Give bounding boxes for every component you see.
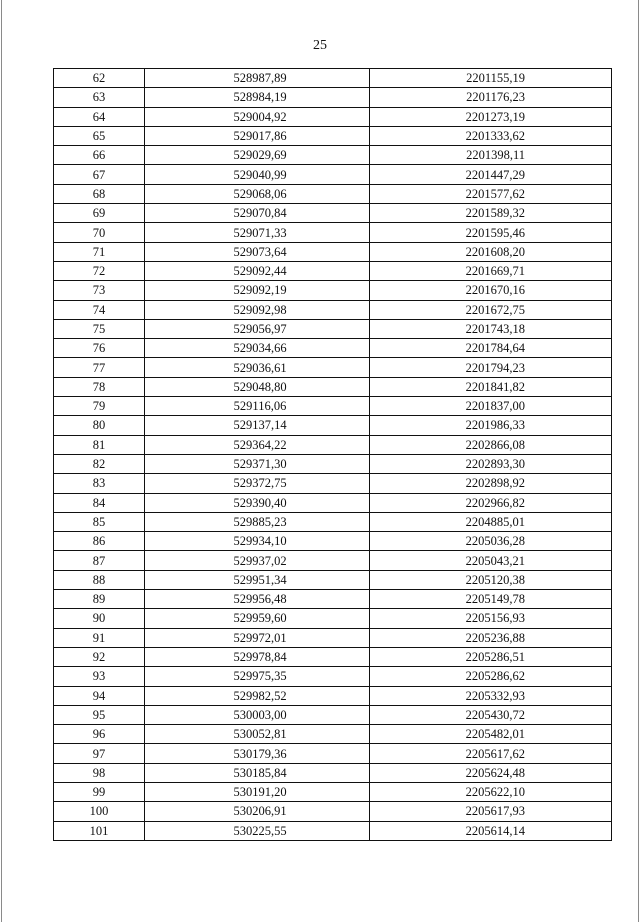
table-row	[54, 281, 612, 300]
point-number-cell: 78	[54, 377, 145, 396]
table-row	[54, 628, 612, 647]
point-number-cell: 81	[54, 435, 145, 454]
table-row	[54, 474, 612, 493]
x-coordinate-cell: 529885,23	[145, 512, 370, 531]
x-coordinate-cell: 529956,48	[145, 590, 370, 609]
point-number-cell: 83	[54, 474, 145, 493]
table-row	[54, 377, 612, 396]
point-number-cell: 72	[54, 261, 145, 280]
x-coordinate-cell: 529116,06	[145, 397, 370, 416]
x-coordinate-cell: 530191,20	[145, 782, 370, 801]
y-coordinate-cell: 2205286,62	[370, 667, 612, 686]
point-number-cell: 74	[54, 300, 145, 319]
point-number-cell: 101	[54, 821, 145, 840]
x-coordinate-cell: 529029,69	[145, 146, 370, 165]
point-number-cell: 94	[54, 686, 145, 705]
y-coordinate-cell: 2201986,33	[370, 416, 612, 435]
x-coordinate-cell: 528984,19	[145, 88, 370, 107]
table-row	[54, 667, 612, 686]
y-coordinate-cell: 2205149,78	[370, 590, 612, 609]
x-coordinate-cell: 530179,36	[145, 744, 370, 763]
table-row	[54, 782, 612, 801]
point-number-cell: 93	[54, 667, 145, 686]
y-coordinate-cell: 2201784,64	[370, 339, 612, 358]
x-coordinate-cell: 529034,66	[145, 339, 370, 358]
point-number-cell: 95	[54, 705, 145, 724]
x-coordinate-cell: 529982,52	[145, 686, 370, 705]
point-number-cell: 98	[54, 763, 145, 782]
point-number-cell: 79	[54, 397, 145, 416]
x-coordinate-cell: 529978,84	[145, 647, 370, 666]
table-row	[54, 686, 612, 705]
x-coordinate-cell: 529036,61	[145, 358, 370, 377]
table-row	[54, 300, 612, 319]
y-coordinate-cell: 2202966,82	[370, 493, 612, 512]
y-coordinate-cell: 2205120,38	[370, 570, 612, 589]
x-coordinate-cell: 530206,91	[145, 802, 370, 821]
x-coordinate-cell: 529390,40	[145, 493, 370, 512]
x-coordinate-cell: 529934,10	[145, 532, 370, 551]
y-coordinate-cell: 2205043,21	[370, 551, 612, 570]
table-row	[54, 339, 612, 358]
table-row	[54, 204, 612, 223]
y-coordinate-cell: 2205036,28	[370, 532, 612, 551]
y-coordinate-cell: 2201577,62	[370, 184, 612, 203]
table-row	[54, 397, 612, 416]
table-row	[54, 493, 612, 512]
table-row	[54, 454, 612, 473]
x-coordinate-cell: 529371,30	[145, 454, 370, 473]
y-coordinate-cell: 2201595,46	[370, 223, 612, 242]
y-coordinate-cell: 2201841,82	[370, 377, 612, 396]
x-coordinate-cell: 529056,97	[145, 319, 370, 338]
y-coordinate-cell: 2202893,30	[370, 454, 612, 473]
y-coordinate-cell: 2205286,51	[370, 647, 612, 666]
x-coordinate-cell: 529092,98	[145, 300, 370, 319]
y-coordinate-cell: 2201589,32	[370, 204, 612, 223]
point-number-cell: 67	[54, 165, 145, 184]
table-row	[54, 184, 612, 203]
point-number-cell: 82	[54, 454, 145, 473]
y-coordinate-cell: 2205482,01	[370, 725, 612, 744]
point-number-cell: 66	[54, 146, 145, 165]
point-number-cell: 97	[54, 744, 145, 763]
coordinates-table-body	[54, 69, 612, 841]
y-coordinate-cell: 2201669,71	[370, 261, 612, 280]
table-row	[54, 551, 612, 570]
x-coordinate-cell: 529959,60	[145, 609, 370, 628]
table-row	[54, 261, 612, 280]
table-row	[54, 725, 612, 744]
point-number-cell: 87	[54, 551, 145, 570]
point-number-cell: 84	[54, 493, 145, 512]
y-coordinate-cell: 2205332,93	[370, 686, 612, 705]
table-row	[54, 126, 612, 145]
y-coordinate-cell: 2201794,23	[370, 358, 612, 377]
x-coordinate-cell: 529951,34	[145, 570, 370, 589]
x-coordinate-cell: 529092,19	[145, 281, 370, 300]
x-coordinate-cell: 530052,81	[145, 725, 370, 744]
point-number-cell: 86	[54, 532, 145, 551]
point-number-cell: 96	[54, 725, 145, 744]
point-number-cell: 92	[54, 647, 145, 666]
point-number-cell: 91	[54, 628, 145, 647]
page-number: 25	[313, 38, 327, 53]
y-coordinate-cell: 2205614,14	[370, 821, 612, 840]
x-coordinate-cell: 529092,44	[145, 261, 370, 280]
point-number-cell: 70	[54, 223, 145, 242]
y-coordinate-cell: 2202898,92	[370, 474, 612, 493]
table-row	[54, 88, 612, 107]
y-coordinate-cell: 2202866,08	[370, 435, 612, 454]
y-coordinate-cell: 2205617,93	[370, 802, 612, 821]
point-number-cell: 90	[54, 609, 145, 628]
table-row	[54, 69, 612, 88]
table-row	[54, 609, 612, 628]
y-coordinate-cell: 2201176,23	[370, 88, 612, 107]
point-number-cell: 76	[54, 339, 145, 358]
point-number-cell: 75	[54, 319, 145, 338]
point-number-cell: 73	[54, 281, 145, 300]
table-row	[54, 590, 612, 609]
point-number-cell: 85	[54, 512, 145, 531]
x-coordinate-cell: 529972,01	[145, 628, 370, 647]
page-edge-left	[1, 0, 2, 922]
x-coordinate-cell: 529004,92	[145, 107, 370, 126]
y-coordinate-cell: 2201398,11	[370, 146, 612, 165]
y-coordinate-cell: 2205617,62	[370, 744, 612, 763]
point-number-cell: 99	[54, 782, 145, 801]
x-coordinate-cell: 529071,33	[145, 223, 370, 242]
table-row	[54, 242, 612, 261]
point-number-cell: 62	[54, 69, 145, 88]
point-number-cell: 65	[54, 126, 145, 145]
y-coordinate-cell: 2201447,29	[370, 165, 612, 184]
x-coordinate-cell: 529364,22	[145, 435, 370, 454]
point-number-cell: 80	[54, 416, 145, 435]
y-coordinate-cell: 2201670,16	[370, 281, 612, 300]
point-number-cell: 71	[54, 242, 145, 261]
y-coordinate-cell: 2201672,75	[370, 300, 612, 319]
y-coordinate-cell: 2201837,00	[370, 397, 612, 416]
point-number-cell: 100	[54, 802, 145, 821]
x-coordinate-cell: 530003,00	[145, 705, 370, 724]
point-number-cell: 89	[54, 590, 145, 609]
x-coordinate-cell: 529068,06	[145, 184, 370, 203]
y-coordinate-cell: 2204885,01	[370, 512, 612, 531]
table-row	[54, 319, 612, 338]
y-coordinate-cell: 2205624,48	[370, 763, 612, 782]
point-number-cell: 88	[54, 570, 145, 589]
table-row	[54, 107, 612, 126]
x-coordinate-cell: 529073,64	[145, 242, 370, 261]
table-row	[54, 744, 612, 763]
table-row	[54, 647, 612, 666]
x-coordinate-cell: 529048,80	[145, 377, 370, 396]
y-coordinate-cell: 2205430,72	[370, 705, 612, 724]
table-row	[54, 570, 612, 589]
table-row	[54, 532, 612, 551]
y-coordinate-cell: 2205622,10	[370, 782, 612, 801]
point-number-cell: 68	[54, 184, 145, 203]
y-coordinate-cell: 2201743,18	[370, 319, 612, 338]
table-row	[54, 435, 612, 454]
x-coordinate-cell: 530225,55	[145, 821, 370, 840]
x-coordinate-cell: 529975,35	[145, 667, 370, 686]
table-row	[54, 802, 612, 821]
y-coordinate-cell: 2201608,20	[370, 242, 612, 261]
y-coordinate-cell: 2201273,19	[370, 107, 612, 126]
table-row	[54, 512, 612, 531]
table-row	[54, 146, 612, 165]
table-row	[54, 165, 612, 184]
point-number-cell: 77	[54, 358, 145, 377]
x-coordinate-cell: 529070,84	[145, 204, 370, 223]
x-coordinate-cell: 530185,84	[145, 763, 370, 782]
x-coordinate-cell: 529040,99	[145, 165, 370, 184]
table-row	[54, 821, 612, 840]
y-coordinate-cell: 2201155,19	[370, 69, 612, 88]
point-number-cell: 64	[54, 107, 145, 126]
table-row	[54, 416, 612, 435]
x-coordinate-cell: 529937,02	[145, 551, 370, 570]
x-coordinate-cell: 529372,75	[145, 474, 370, 493]
table-row	[54, 223, 612, 242]
point-number-cell: 63	[54, 88, 145, 107]
page-edge-right	[638, 0, 639, 922]
y-coordinate-cell: 2205156,93	[370, 609, 612, 628]
table-row	[54, 763, 612, 782]
y-coordinate-cell: 2205236,88	[370, 628, 612, 647]
y-coordinate-cell: 2201333,62	[370, 126, 612, 145]
x-coordinate-cell: 529137,14	[145, 416, 370, 435]
x-coordinate-cell: 529017,86	[145, 126, 370, 145]
coordinates-table	[53, 68, 612, 841]
x-coordinate-cell: 528987,89	[145, 69, 370, 88]
table-row	[54, 705, 612, 724]
table-row	[54, 358, 612, 377]
point-number-cell: 69	[54, 204, 145, 223]
